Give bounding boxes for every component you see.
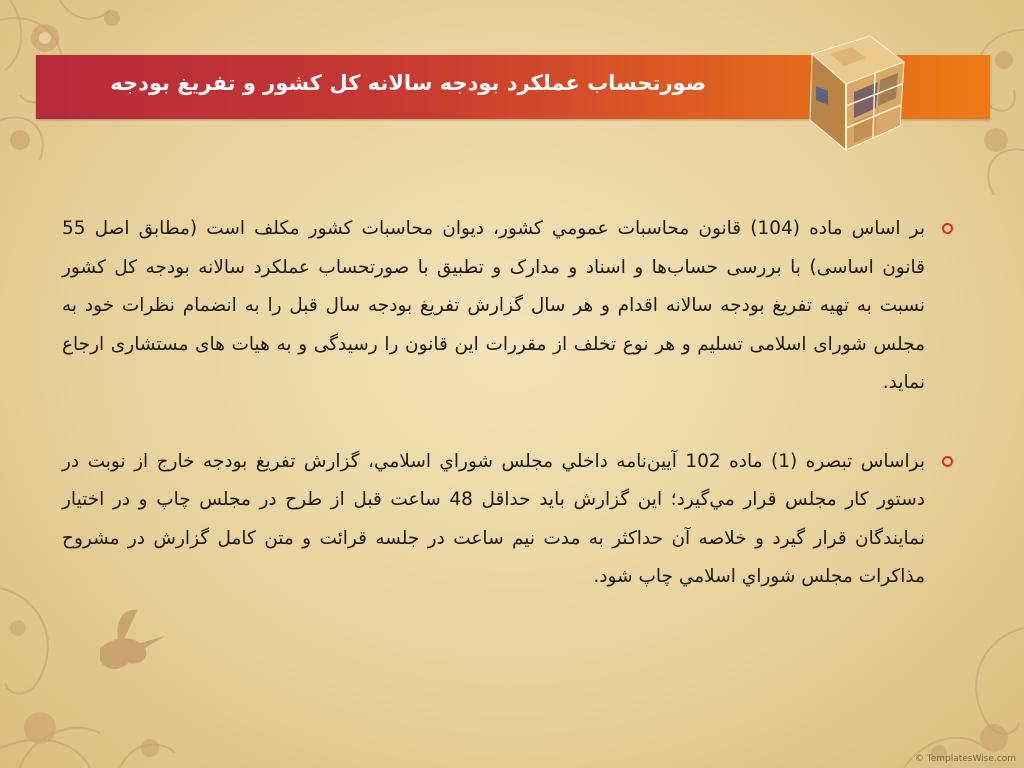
bullet-text: بر اساس ماده (104) قانون محاسبات عمومي کشور، ديوان محاسبات کشور مکلف است (مطابق اصل 55 قانون اساسی) با بررسی حساب‌ها و اسناد و مدارک و تطبیق با صورتحساب عملکرد سالانه بودجه کل کشور نسبت به تهیه تفریغ بودجه سالانه اقدام و هر سال گزارش تفریغ بودجه سال قبل را به انضمام نظرات خود به مجلس شورای اسلامی تسلیم و هر نوع تخلف از مقررات این قانون را رسیدگی و به هیات های مستشاری ارجاع نماید.: [62, 218, 925, 393]
bullet-circle-icon: [942, 456, 953, 467]
floral-ornament-bottom-right: [844, 588, 1024, 768]
bullet-item: [62, 210, 925, 403]
footer-credit: © TemplatesWise.com: [914, 754, 1016, 764]
slide-content: [62, 210, 942, 597]
slide-title: صورتحساب عملکرد بودجه سالانه کل کشور و تفریغ بودجه: [110, 71, 706, 95]
hummingbird-icon: [100, 610, 165, 669]
bullet-text: براساس تبصره (1) ماده 102 آيين‌نامه داخلي مجلس شوراي اسلامي، گزارش تفريغ بودجه خارج از نوبت در دستور كار مجلس قرار مي‌گيرد؛ اين گزارش بايد حداقل 48 ساعت قبل از طرح در مجلس چاپ و در اختيار نمايندگان قرار گيرد و خلاصه آن حداكثر به مدت نيم ساعت در جلسه قرائت و متن كامل گزارش در مشروح مذاكرات مجلس شوراي اسلامي چاپ شود.: [62, 450, 925, 587]
bullet-item: [62, 443, 925, 597]
bullet-circle-icon: [942, 223, 953, 234]
photo-cube-icon: [782, 22, 922, 162]
